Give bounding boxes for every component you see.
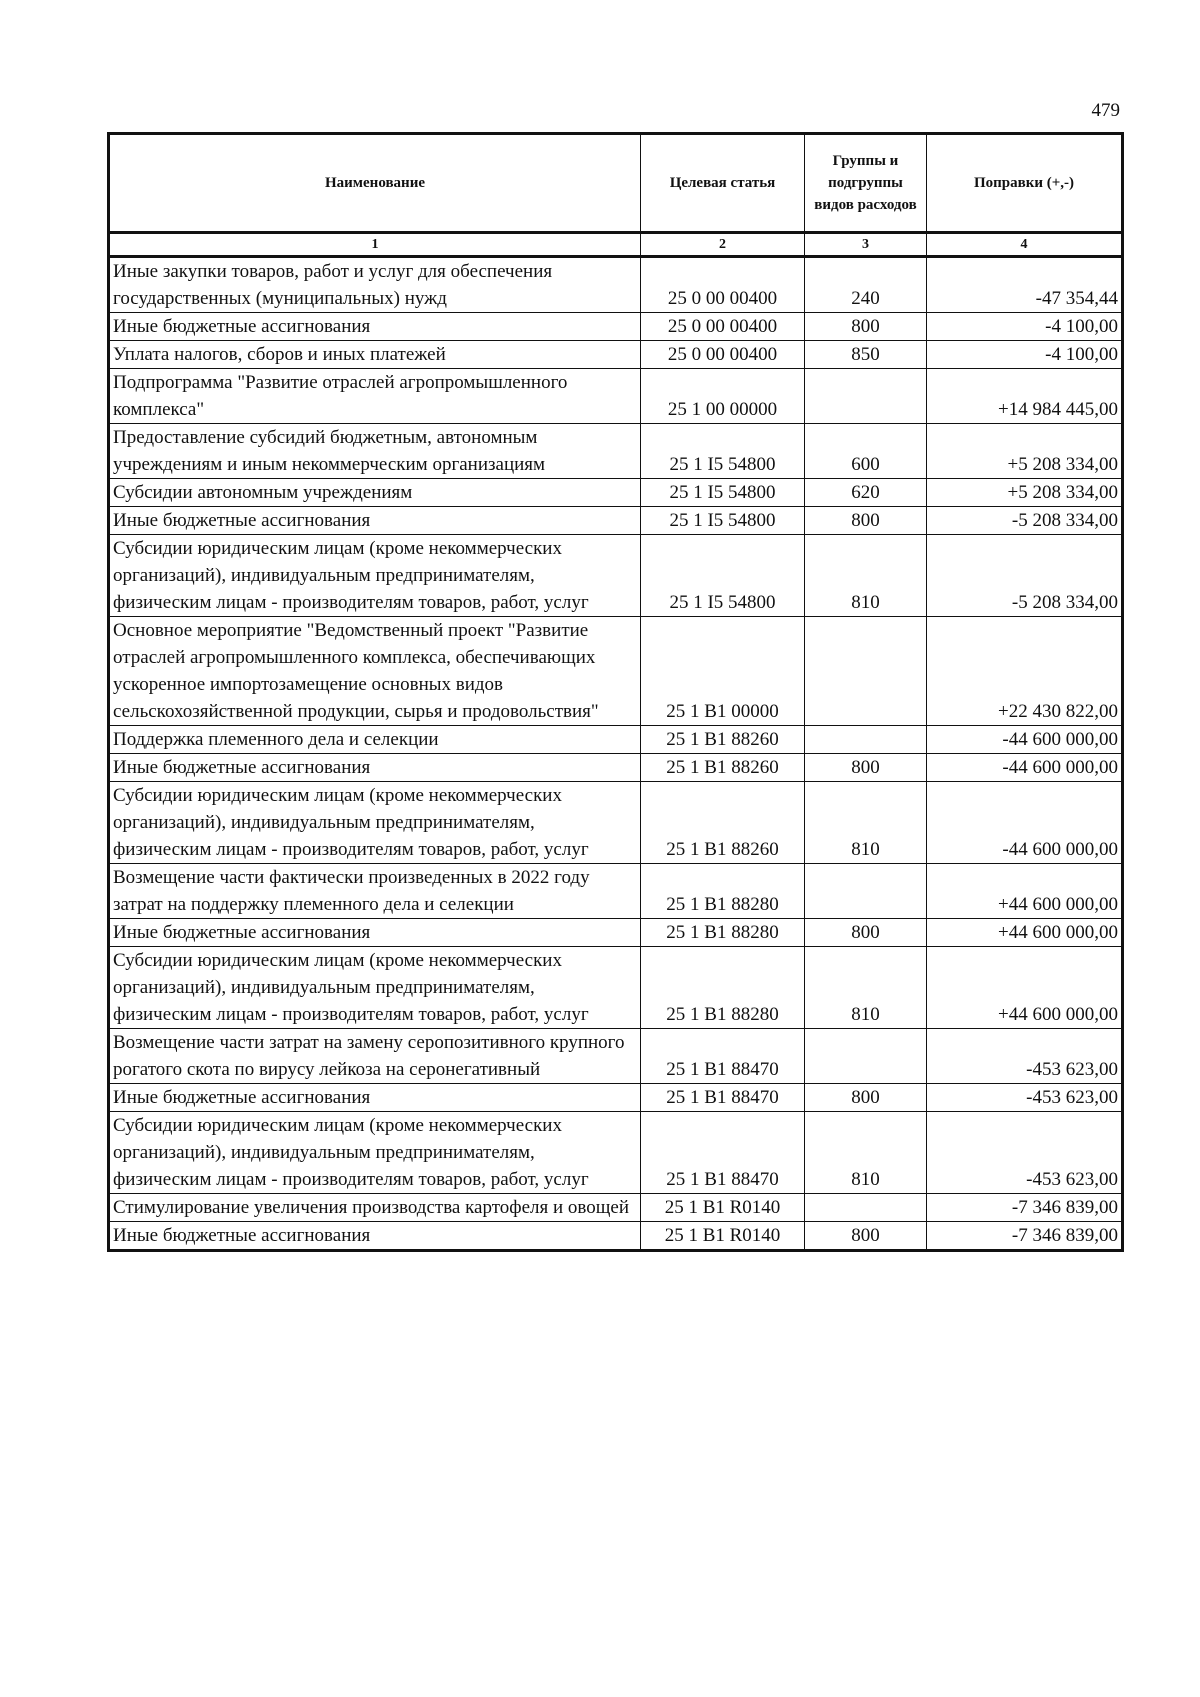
row-group: 800	[805, 313, 927, 341]
row-code: 25 0 00 00400	[641, 313, 805, 341]
row-code: 25 1 I5 54800	[641, 424, 805, 479]
row-name: Стимулирование увеличения производства картофеля и овощей	[109, 1194, 641, 1222]
table-row	[109, 1112, 1123, 1194]
table-row	[109, 424, 1123, 479]
table-row	[109, 726, 1123, 754]
table-row	[109, 864, 1123, 919]
row-amount: +22 430 822,00	[927, 617, 1123, 726]
row-code: 25 1 B1 88470	[641, 1084, 805, 1112]
row-amount: -5 208 334,00	[927, 507, 1123, 535]
row-amount: +5 208 334,00	[927, 424, 1123, 479]
table-row	[109, 313, 1123, 341]
table-row	[109, 919, 1123, 947]
column-number: 2	[641, 233, 805, 257]
table-row	[109, 617, 1123, 726]
table-row	[109, 947, 1123, 1029]
table-row	[109, 257, 1123, 313]
row-group	[805, 617, 927, 726]
row-amount: -7 346 839,00	[927, 1222, 1123, 1251]
row-code: 25 1 B1 88470	[641, 1029, 805, 1084]
row-amount: -44 600 000,00	[927, 726, 1123, 754]
row-code: 25 1 I5 54800	[641, 535, 805, 617]
header-name: Наименование	[109, 134, 641, 233]
row-amount: -4 100,00	[927, 313, 1123, 341]
row-amount: -44 600 000,00	[927, 754, 1123, 782]
row-code: 25 1 I5 54800	[641, 479, 805, 507]
row-name: Поддержка племенного дела и селекции	[109, 726, 641, 754]
table-row	[109, 1029, 1123, 1084]
table-row	[109, 479, 1123, 507]
row-name: Подпрограмма "Развитие отраслей агропромышленного комплекса"	[109, 369, 641, 424]
header-code: Целевая статья	[641, 134, 805, 233]
row-name: Уплата налогов, сборов и иных платежей	[109, 341, 641, 369]
column-number-row	[109, 233, 1123, 257]
row-code: 25 1 B1 88280	[641, 947, 805, 1029]
row-name: Основное мероприятие "Ведомственный проект "Развитие отраслей агропромышленного комплекса, обеспечивающих ускоренное импортозамещение основных видов сельскохозяйственной продукции, сырья и продовольствия"	[109, 617, 641, 726]
table-row	[109, 1222, 1123, 1251]
row-group: 810	[805, 947, 927, 1029]
row-code: 25 1 B1 88280	[641, 864, 805, 919]
row-name: Иные бюджетные ассигнования	[109, 1084, 641, 1112]
row-name: Субсидии юридическим лицам (кроме некоммерческих организаций), индивидуальным предпринимателям, физическим лицам - производителям товаров, работ, услуг	[109, 782, 641, 864]
table-row	[109, 341, 1123, 369]
row-code: 25 1 00 00000	[641, 369, 805, 424]
table-row	[109, 507, 1123, 535]
budget-amendments-table	[107, 132, 1124, 1252]
table-row	[109, 1084, 1123, 1112]
row-group: 600	[805, 424, 927, 479]
row-group: 800	[805, 1084, 927, 1112]
row-name: Иные бюджетные ассигнования	[109, 313, 641, 341]
row-amount: -44 600 000,00	[927, 782, 1123, 864]
row-code: 25 0 00 00400	[641, 257, 805, 313]
row-name: Иные бюджетные ассигнования	[109, 1222, 641, 1251]
row-group: 620	[805, 479, 927, 507]
row-name: Возмещение части фактически произведенных в 2022 году затрат на поддержку племенного дела и селекции	[109, 864, 641, 919]
table-row	[109, 535, 1123, 617]
row-amount: -453 623,00	[927, 1112, 1123, 1194]
row-group: 800	[805, 754, 927, 782]
row-amount: -5 208 334,00	[927, 535, 1123, 617]
row-name: Субсидии юридическим лицам (кроме некоммерческих организаций), индивидуальным предпринимателям, физическим лицам - производителям товаров, работ, услуг	[109, 1112, 641, 1194]
row-amount: +44 600 000,00	[927, 864, 1123, 919]
row-code: 25 1 I5 54800	[641, 507, 805, 535]
row-name: Субсидии юридическим лицам (кроме некоммерческих организаций), индивидуальным предпринимателям, физическим лицам - производителям товаров, работ, услуг	[109, 535, 641, 617]
row-group	[805, 1194, 927, 1222]
row-code: 25 1 B1 88280	[641, 919, 805, 947]
row-code: 25 1 B1 R0140	[641, 1194, 805, 1222]
column-number: 3	[805, 233, 927, 257]
row-name: Предоставление субсидий бюджетным, автономным учреждениям и иным некоммерческим организациям	[109, 424, 641, 479]
row-group: 810	[805, 782, 927, 864]
row-amount: +14 984 445,00	[927, 369, 1123, 424]
row-group: 240	[805, 257, 927, 313]
row-group: 800	[805, 919, 927, 947]
row-name: Иные закупки товаров, работ и услуг для обеспечения государственных (муниципальных) нужд	[109, 257, 641, 313]
row-code: 25 1 B1 00000	[641, 617, 805, 726]
table-row	[109, 754, 1123, 782]
header-group: Группы и подгруппы видов расходов	[805, 134, 927, 233]
row-group	[805, 369, 927, 424]
row-code: 25 1 B1 88260	[641, 726, 805, 754]
row-name: Иные бюджетные ассигнования	[109, 919, 641, 947]
table-row	[109, 782, 1123, 864]
row-amount: +44 600 000,00	[927, 919, 1123, 947]
row-group: 850	[805, 341, 927, 369]
row-amount: -453 623,00	[927, 1084, 1123, 1112]
column-number: 4	[927, 233, 1123, 257]
header-row	[109, 134, 1123, 233]
column-number: 1	[109, 233, 641, 257]
page-number: 479	[1091, 100, 1120, 121]
row-code: 25 1 B1 R0140	[641, 1222, 805, 1251]
row-code: 25 0 00 00400	[641, 341, 805, 369]
row-amount: -47 354,44	[927, 257, 1123, 313]
header-amount: Поправки (+,-)	[927, 134, 1123, 233]
row-name: Субсидии юридическим лицам (кроме некоммерческих организаций), индивидуальным предпринимателям, физическим лицам - производителям товаров, работ, услуг	[109, 947, 641, 1029]
row-amount: -453 623,00	[927, 1029, 1123, 1084]
table-row	[109, 369, 1123, 424]
row-group	[805, 1029, 927, 1084]
row-name: Возмещение части затрат на замену серопозитивного крупного рогатого скота по вирусу лейкоза на серонегативный	[109, 1029, 641, 1084]
row-name: Субсидии автономным учреждениям	[109, 479, 641, 507]
row-amount: +44 600 000,00	[927, 947, 1123, 1029]
row-code: 25 1 B1 88470	[641, 1112, 805, 1194]
row-name: Иные бюджетные ассигнования	[109, 754, 641, 782]
row-group: 810	[805, 535, 927, 617]
row-group: 810	[805, 1112, 927, 1194]
row-amount: -4 100,00	[927, 341, 1123, 369]
row-amount: +5 208 334,00	[927, 479, 1123, 507]
row-amount: -7 346 839,00	[927, 1194, 1123, 1222]
row-code: 25 1 B1 88260	[641, 754, 805, 782]
row-name: Иные бюджетные ассигнования	[109, 507, 641, 535]
row-group: 800	[805, 507, 927, 535]
row-code: 25 1 B1 88260	[641, 782, 805, 864]
row-group	[805, 726, 927, 754]
row-group	[805, 864, 927, 919]
table-row	[109, 1194, 1123, 1222]
row-group: 800	[805, 1222, 927, 1251]
